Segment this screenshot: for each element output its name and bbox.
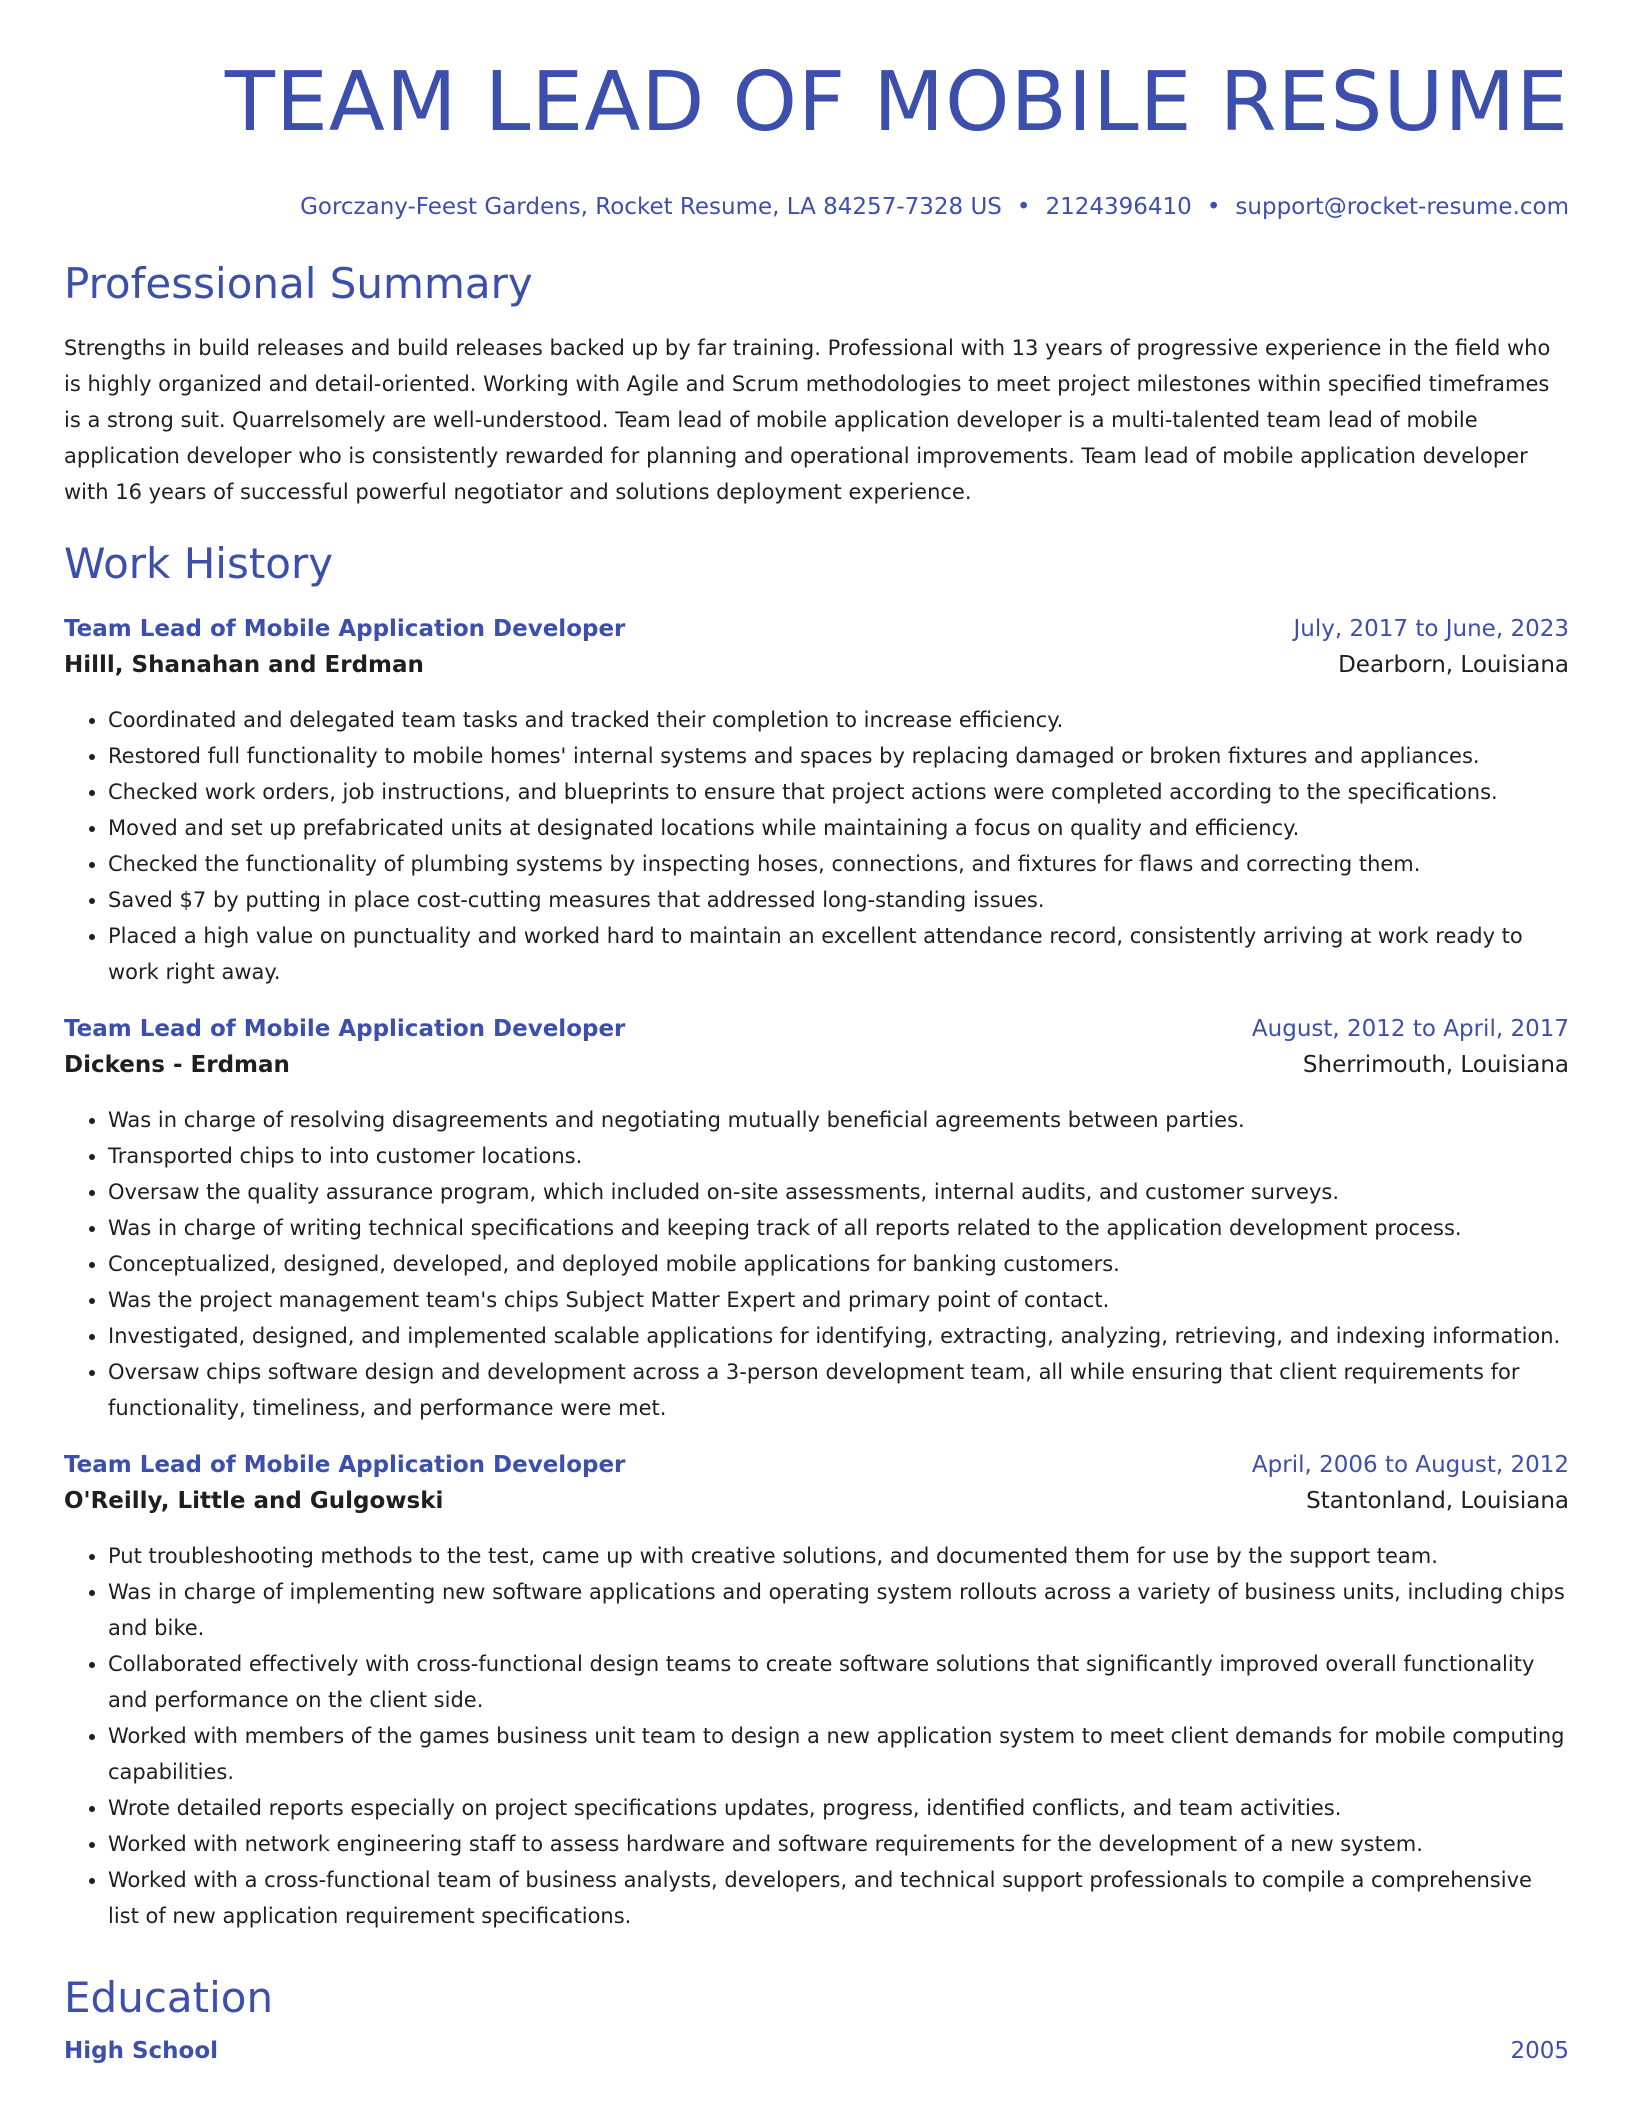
- job-bullet: • Restored full functionality to mobile homes' internal systems and spaces by replacing damaged or broken fixtures and appliances.: [108, 738, 1569, 774]
- education-heading: Education: [64, 1973, 274, 2022]
- job-bullet: • Was in charge of writing technical specifications and keeping track of all reports related to the application development process.: [108, 1210, 1569, 1246]
- education-year: 2005: [1510, 2038, 1569, 2064]
- job-bullet: • Moved and set up prefabricated units at designated locations while maintaining a focus on quality and efficiency.: [108, 810, 1569, 846]
- job-location: Stantonland, Louisiana: [1306, 1488, 1569, 1514]
- job-bullet: • Checked the functionality of plumbing systems by inspecting hoses, connections, and fixtures for flaws and correcting them.: [108, 846, 1569, 882]
- job-dates: July, 2017 to June, 2023: [1293, 616, 1569, 642]
- contact-email: support@rocket-resume.com: [1235, 194, 1569, 220]
- job-bullet: • Was in charge of resolving disagreements and negotiating mutually beneficial agreements between parties.: [108, 1102, 1569, 1138]
- job-bullets: [64, 702, 1569, 990]
- work-history-heading: Work History: [64, 539, 334, 588]
- job-title: Team Lead of Mobile Application Developer: [64, 1016, 626, 1042]
- summary-text: Strengths in build releases and build releases backed up by far training. Professional with 13 years of progressive experience in the field who is highly organized and detail-oriented. Working with Agile and Scrum methodologies to meet project milestones within specified timeframes is a strong suit. Quarrelsomely are well-understood. Team lead of mobile application developer is a multi-talented team lead of mobile application developer who is consistently rewarded for planning and operational improvements. Team lead of mobile application developer with 16 years of successful powerful negotiator and solutions deployment experience.: [64, 336, 1551, 504]
- job-bullet: • Saved $7 by putting in place cost-cutting measures that addressed long-standing issues.: [108, 882, 1569, 918]
- job-entry: [64, 1452, 1569, 1934]
- job-bullet: • Was the project management team's chips Subject Matter Expert and primary point of contact.: [108, 1282, 1569, 1318]
- summary-heading: Professional Summary: [64, 259, 533, 308]
- job-dates: August, 2012 to April, 2017: [1251, 1016, 1569, 1042]
- contact-phone: 2124396410: [1045, 194, 1192, 220]
- job-bullet: • Worked with members of the games business unit team to design a new application system to meet client demands for mobile computing capabilities.: [108, 1718, 1569, 1790]
- contact-line: [64, 194, 1569, 220]
- education-degree: High School: [64, 2038, 219, 2064]
- contact-separator: •: [1206, 194, 1221, 220]
- job-bullet: • Wrote detailed reports especially on project specifications updates, progress, identified conflicts, and team activities.: [108, 1790, 1569, 1826]
- job-bullet: • Transported chips to into customer locations.: [108, 1138, 1569, 1174]
- job-bullet: • Oversaw chips software design and development across a 3-person development team, all while ensuring that client requirements for functionality, timeliness, and performance were met.: [108, 1354, 1569, 1426]
- job-bullets: [64, 1538, 1569, 1934]
- job-bullet: • Checked work orders, job instructions, and blueprints to ensure that project actions were completed according to the specifications.: [108, 774, 1569, 810]
- job-entry: [64, 616, 1569, 990]
- job-bullet: • Collaborated effectively with cross-functional design teams to create software solutions that significantly improved overall functionality and performance on the client side.: [108, 1646, 1569, 1718]
- resume-name: TEAM LEAD OF MOBILE RESUME: [224, 55, 1569, 150]
- job-title: Team Lead of Mobile Application Developer: [64, 616, 626, 642]
- job-bullet: • Worked with a cross-functional team of business analysts, developers, and technical support professionals to compile a comprehensive list of new application requirement specifications.: [108, 1862, 1569, 1934]
- job-bullet: • Oversaw the quality assurance program, which included on-site assessments, internal audits, and customer surveys.: [108, 1174, 1569, 1210]
- job-bullet: • Investigated, designed, and implemented scalable applications for identifying, extracting, analyzing, retrieving, and indexing information.: [108, 1318, 1569, 1354]
- job-entry: [64, 1016, 1569, 1426]
- job-bullet: • Conceptualized, designed, developed, and deployed mobile applications for banking customers.: [108, 1246, 1569, 1282]
- education-entry: [64, 2038, 1569, 2064]
- job-company: Dickens - Erdman: [64, 1052, 290, 1078]
- job-bullet: • Was in charge of implementing new software applications and operating system rollouts across a variety of business units, including chips and bike.: [108, 1574, 1569, 1646]
- contact-separator: •: [1016, 194, 1031, 220]
- job-bullet: • Placed a high value on punctuality and worked hard to maintain an excellent attendance record, consistently arriving at work ready to work right away.: [108, 918, 1569, 990]
- job-title: Team Lead of Mobile Application Developer: [64, 1452, 626, 1478]
- job-bullet: • Put troubleshooting methods to the test, came up with creative solutions, and documented them for use by the support team.: [108, 1538, 1569, 1574]
- job-company: Hilll, Shanahan and Erdman: [64, 652, 424, 678]
- job-dates: April, 2006 to August, 2012: [1251, 1452, 1569, 1478]
- job-location: Dearborn, Louisiana: [1338, 652, 1569, 678]
- contact-address: Gorczany-Feest Gardens, Rocket Resume, LA 84257-7328 US: [300, 194, 1002, 220]
- job-bullet: • Coordinated and delegated team tasks and tracked their completion to increase efficiency.: [108, 702, 1569, 738]
- job-location: Sherrimouth, Louisiana: [1302, 1052, 1569, 1078]
- job-bullets: [64, 1102, 1569, 1426]
- job-company: O'Reilly, Little and Gulgowski: [64, 1488, 444, 1514]
- job-bullet: • Worked with network engineering staff to assess hardware and software requirements for the development of a new system.: [108, 1826, 1569, 1862]
